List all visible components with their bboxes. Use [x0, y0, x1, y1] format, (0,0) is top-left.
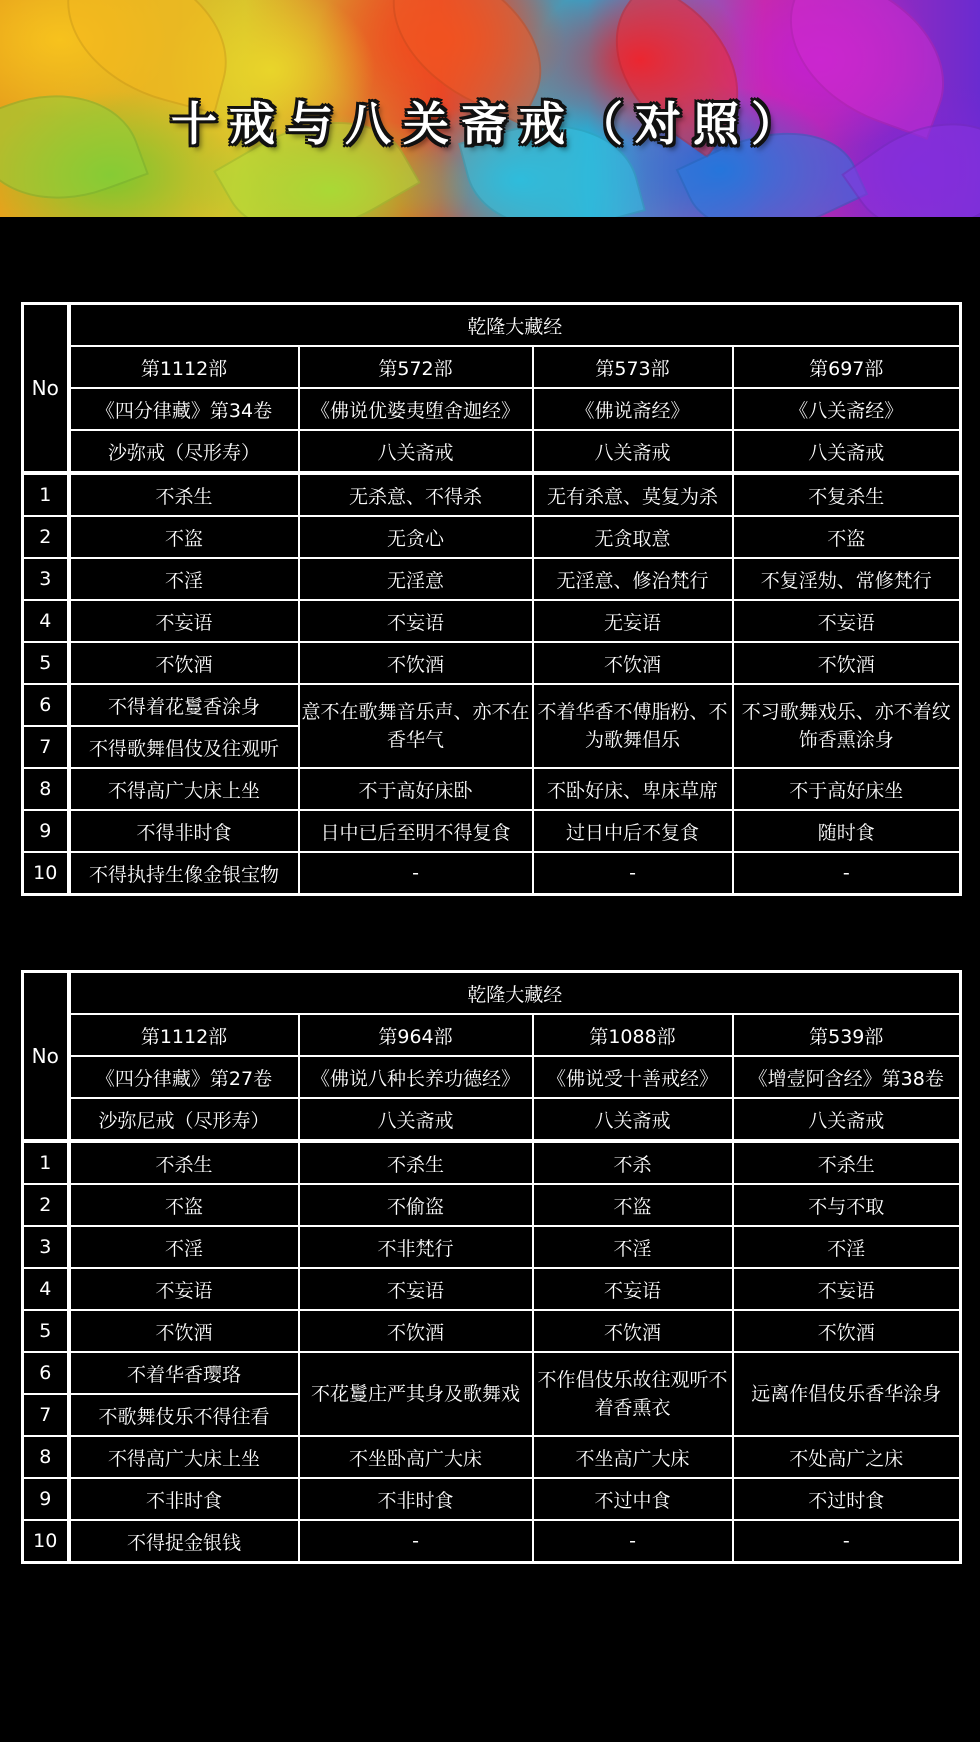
no-header: No [23, 972, 69, 1142]
table-row [23, 852, 961, 895]
table-cell: 不妄语 [69, 600, 299, 642]
text-header: 《佛说斋经》 [533, 388, 733, 430]
table-cell: 不作倡伎乐故往观听不着香熏衣 [533, 1352, 733, 1436]
table-cell: 过日中后不复食 [533, 810, 733, 852]
table-cell: 不过中食 [533, 1478, 733, 1520]
table-cell: 不杀生 [69, 1141, 299, 1184]
table-cell: 不淫 [533, 1226, 733, 1268]
table-cell: - [733, 852, 961, 895]
precept-type-header: 八关斋戒 [733, 1098, 961, 1141]
page-title: 十戒与八关斋戒（对照） [171, 97, 809, 151]
precept-type-header: 沙弥戒（尽形寿） [69, 430, 299, 473]
table-cell: 不习歌舞戏乐、亦不着纹饰香熏涂身 [733, 684, 961, 768]
table-cell: 不杀生 [299, 1141, 533, 1184]
table-cell: 不歌舞伎乐不得往看 [69, 1394, 299, 1436]
table-cell: 不饮酒 [69, 1310, 299, 1352]
table-cell: 无妄语 [533, 600, 733, 642]
text-header: 《四分律藏》第27卷 [69, 1056, 299, 1098]
table-cell: 无淫意、修治梵行 [533, 558, 733, 600]
table-row [23, 1184, 961, 1226]
table-cell: 不非梵行 [299, 1226, 533, 1268]
row-number: 10 [23, 852, 69, 895]
table-cell: - [733, 1520, 961, 1563]
table-cell: 不妄语 [533, 1268, 733, 1310]
row-number: 1 [23, 1141, 69, 1184]
table-cell: 无淫意 [299, 558, 533, 600]
table-cell: 无贪心 [299, 516, 533, 558]
table-cell: 不妄语 [733, 600, 961, 642]
text-header: 《佛说八种长养功德经》 [299, 1056, 533, 1098]
text-header: 《四分律藏》第34卷 [69, 388, 299, 430]
collection-header: 乾隆大藏经 [69, 304, 961, 347]
part-header: 第572部 [299, 346, 533, 388]
part-header: 第964部 [299, 1014, 533, 1056]
table-cell: - [533, 1520, 733, 1563]
row-number: 10 [23, 1520, 69, 1563]
precept-type-header: 八关斋戒 [299, 430, 533, 473]
table-cell: 不饮酒 [299, 642, 533, 684]
part-header: 第697部 [733, 346, 961, 388]
row-number: 8 [23, 768, 69, 810]
table-row [23, 642, 961, 684]
table-cell: 不非时食 [299, 1478, 533, 1520]
row-number: 8 [23, 1436, 69, 1478]
table-cell: 不饮酒 [533, 642, 733, 684]
table-cell: 不盗 [733, 516, 961, 558]
table-row [23, 1268, 961, 1310]
table-cell: 不饮酒 [533, 1310, 733, 1352]
table-cell: 不复杀生 [733, 473, 961, 516]
table-row [23, 473, 961, 516]
table-cell: 不得着花鬘香涂身 [69, 684, 299, 726]
table-cell: 远离作倡伎乐香华涂身 [733, 1352, 961, 1436]
text-header: 《八关斋经》 [733, 388, 961, 430]
table-cell: 不淫 [69, 1226, 299, 1268]
table-cell: 不得非时食 [69, 810, 299, 852]
table-cell: 不淫 [733, 1226, 961, 1268]
row-number: 9 [23, 810, 69, 852]
precept-type-header: 沙弥尼戒（尽形寿） [69, 1098, 299, 1141]
table-cell: - [299, 852, 533, 895]
part-header: 第1112部 [69, 346, 299, 388]
table-cell: 不妄语 [69, 1268, 299, 1310]
table-row [23, 600, 961, 642]
table-cell: 不杀生 [733, 1141, 961, 1184]
table-cell: 不花鬘庄严其身及歌舞戏 [299, 1352, 533, 1436]
text-header: 《增壹阿含经》第38卷 [733, 1056, 961, 1098]
row-number: 3 [23, 1226, 69, 1268]
table-cell: 不盗 [69, 1184, 299, 1226]
table-row [23, 1478, 961, 1520]
table-cell: 不坐卧高广大床 [299, 1436, 533, 1478]
row-number: 6 [23, 684, 69, 726]
table-cell: 不着华香不傅脂粉、不为歌舞倡乐 [533, 684, 733, 768]
table-row [23, 1226, 961, 1268]
comparison-table-2 [21, 970, 962, 1564]
table-cell: 不处高广之床 [733, 1436, 961, 1478]
table-cell: 不得捉金银钱 [69, 1520, 299, 1563]
no-header: No [23, 304, 69, 474]
table-cell: 不饮酒 [69, 642, 299, 684]
table-cell: 不妄语 [733, 1268, 961, 1310]
row-number: 9 [23, 1478, 69, 1520]
table-cell: 日中已后至明不得复食 [299, 810, 533, 852]
row-number: 4 [23, 600, 69, 642]
row-number: 2 [23, 516, 69, 558]
table-row [23, 684, 961, 726]
table-row [23, 1520, 961, 1563]
table-cell: 不偷盗 [299, 1184, 533, 1226]
table-cell: 不得高广大床上坐 [69, 1436, 299, 1478]
part-header: 第1112部 [69, 1014, 299, 1056]
table-cell: 不饮酒 [733, 642, 961, 684]
table-cell: 无杀意、不得杀 [299, 473, 533, 516]
table-cell: 不复淫劮、常修梵行 [733, 558, 961, 600]
table-row [23, 516, 961, 558]
text-header: 《佛说优婆夷堕舍迦经》 [299, 388, 533, 430]
precept-type-header: 八关斋戒 [733, 430, 961, 473]
comparison-table-1 [21, 302, 962, 896]
precept-type-header: 八关斋戒 [299, 1098, 533, 1141]
table-cell: 不于高好床卧 [299, 768, 533, 810]
row-number: 2 [23, 1184, 69, 1226]
table-row [23, 1352, 961, 1394]
part-header: 第573部 [533, 346, 733, 388]
row-number: 5 [23, 1310, 69, 1352]
row-number: 7 [23, 726, 69, 768]
row-number: 4 [23, 1268, 69, 1310]
collection-header: 乾隆大藏经 [69, 972, 961, 1015]
table-cell: - [533, 852, 733, 895]
table-row [23, 1310, 961, 1352]
table-cell: 不饮酒 [733, 1310, 961, 1352]
table-cell: 不非时食 [69, 1478, 299, 1520]
precept-type-header: 八关斋戒 [533, 1098, 733, 1141]
table-cell: 不妄语 [299, 600, 533, 642]
text-header: 《佛说受十善戒经》 [533, 1056, 733, 1098]
table-row [23, 768, 961, 810]
table-cell: 不盗 [533, 1184, 733, 1226]
table-cell: 不得执持生像金银宝物 [69, 852, 299, 895]
row-number: 6 [23, 1352, 69, 1394]
table-cell: 不盗 [69, 516, 299, 558]
table-cell: 不饮酒 [299, 1310, 533, 1352]
table-cell: 不得歌舞倡伎及往观听 [69, 726, 299, 768]
row-number: 3 [23, 558, 69, 600]
row-number: 5 [23, 642, 69, 684]
table-cell: 不于高好床坐 [733, 768, 961, 810]
table-cell: 意不在歌舞音乐声、亦不在香华气 [299, 684, 533, 768]
table-cell: 不与不取 [733, 1184, 961, 1226]
header-banner [0, 0, 980, 217]
table-row [23, 1436, 961, 1478]
table-cell: 随时食 [733, 810, 961, 852]
precept-type-header: 八关斋戒 [533, 430, 733, 473]
table-cell: 无有杀意、莫复为杀 [533, 473, 733, 516]
row-number: 7 [23, 1394, 69, 1436]
table-row [23, 1141, 961, 1184]
part-header: 第539部 [733, 1014, 961, 1056]
table-cell: - [299, 1520, 533, 1563]
table-cell: 不着华香璎珞 [69, 1352, 299, 1394]
row-number: 1 [23, 473, 69, 516]
table-cell: 不杀生 [69, 473, 299, 516]
table-cell: 不卧好床、卑床草席 [533, 768, 733, 810]
table-cell: 无贪取意 [533, 516, 733, 558]
table-row [23, 558, 961, 600]
table-cell: 不得高广大床上坐 [69, 768, 299, 810]
table-cell: 不坐高广大床 [533, 1436, 733, 1478]
table-row [23, 810, 961, 852]
table-cell: 不过时食 [733, 1478, 961, 1520]
part-header: 第1088部 [533, 1014, 733, 1056]
table-cell: 不妄语 [299, 1268, 533, 1310]
table-cell: 不淫 [69, 558, 299, 600]
table-cell: 不杀 [533, 1141, 733, 1184]
